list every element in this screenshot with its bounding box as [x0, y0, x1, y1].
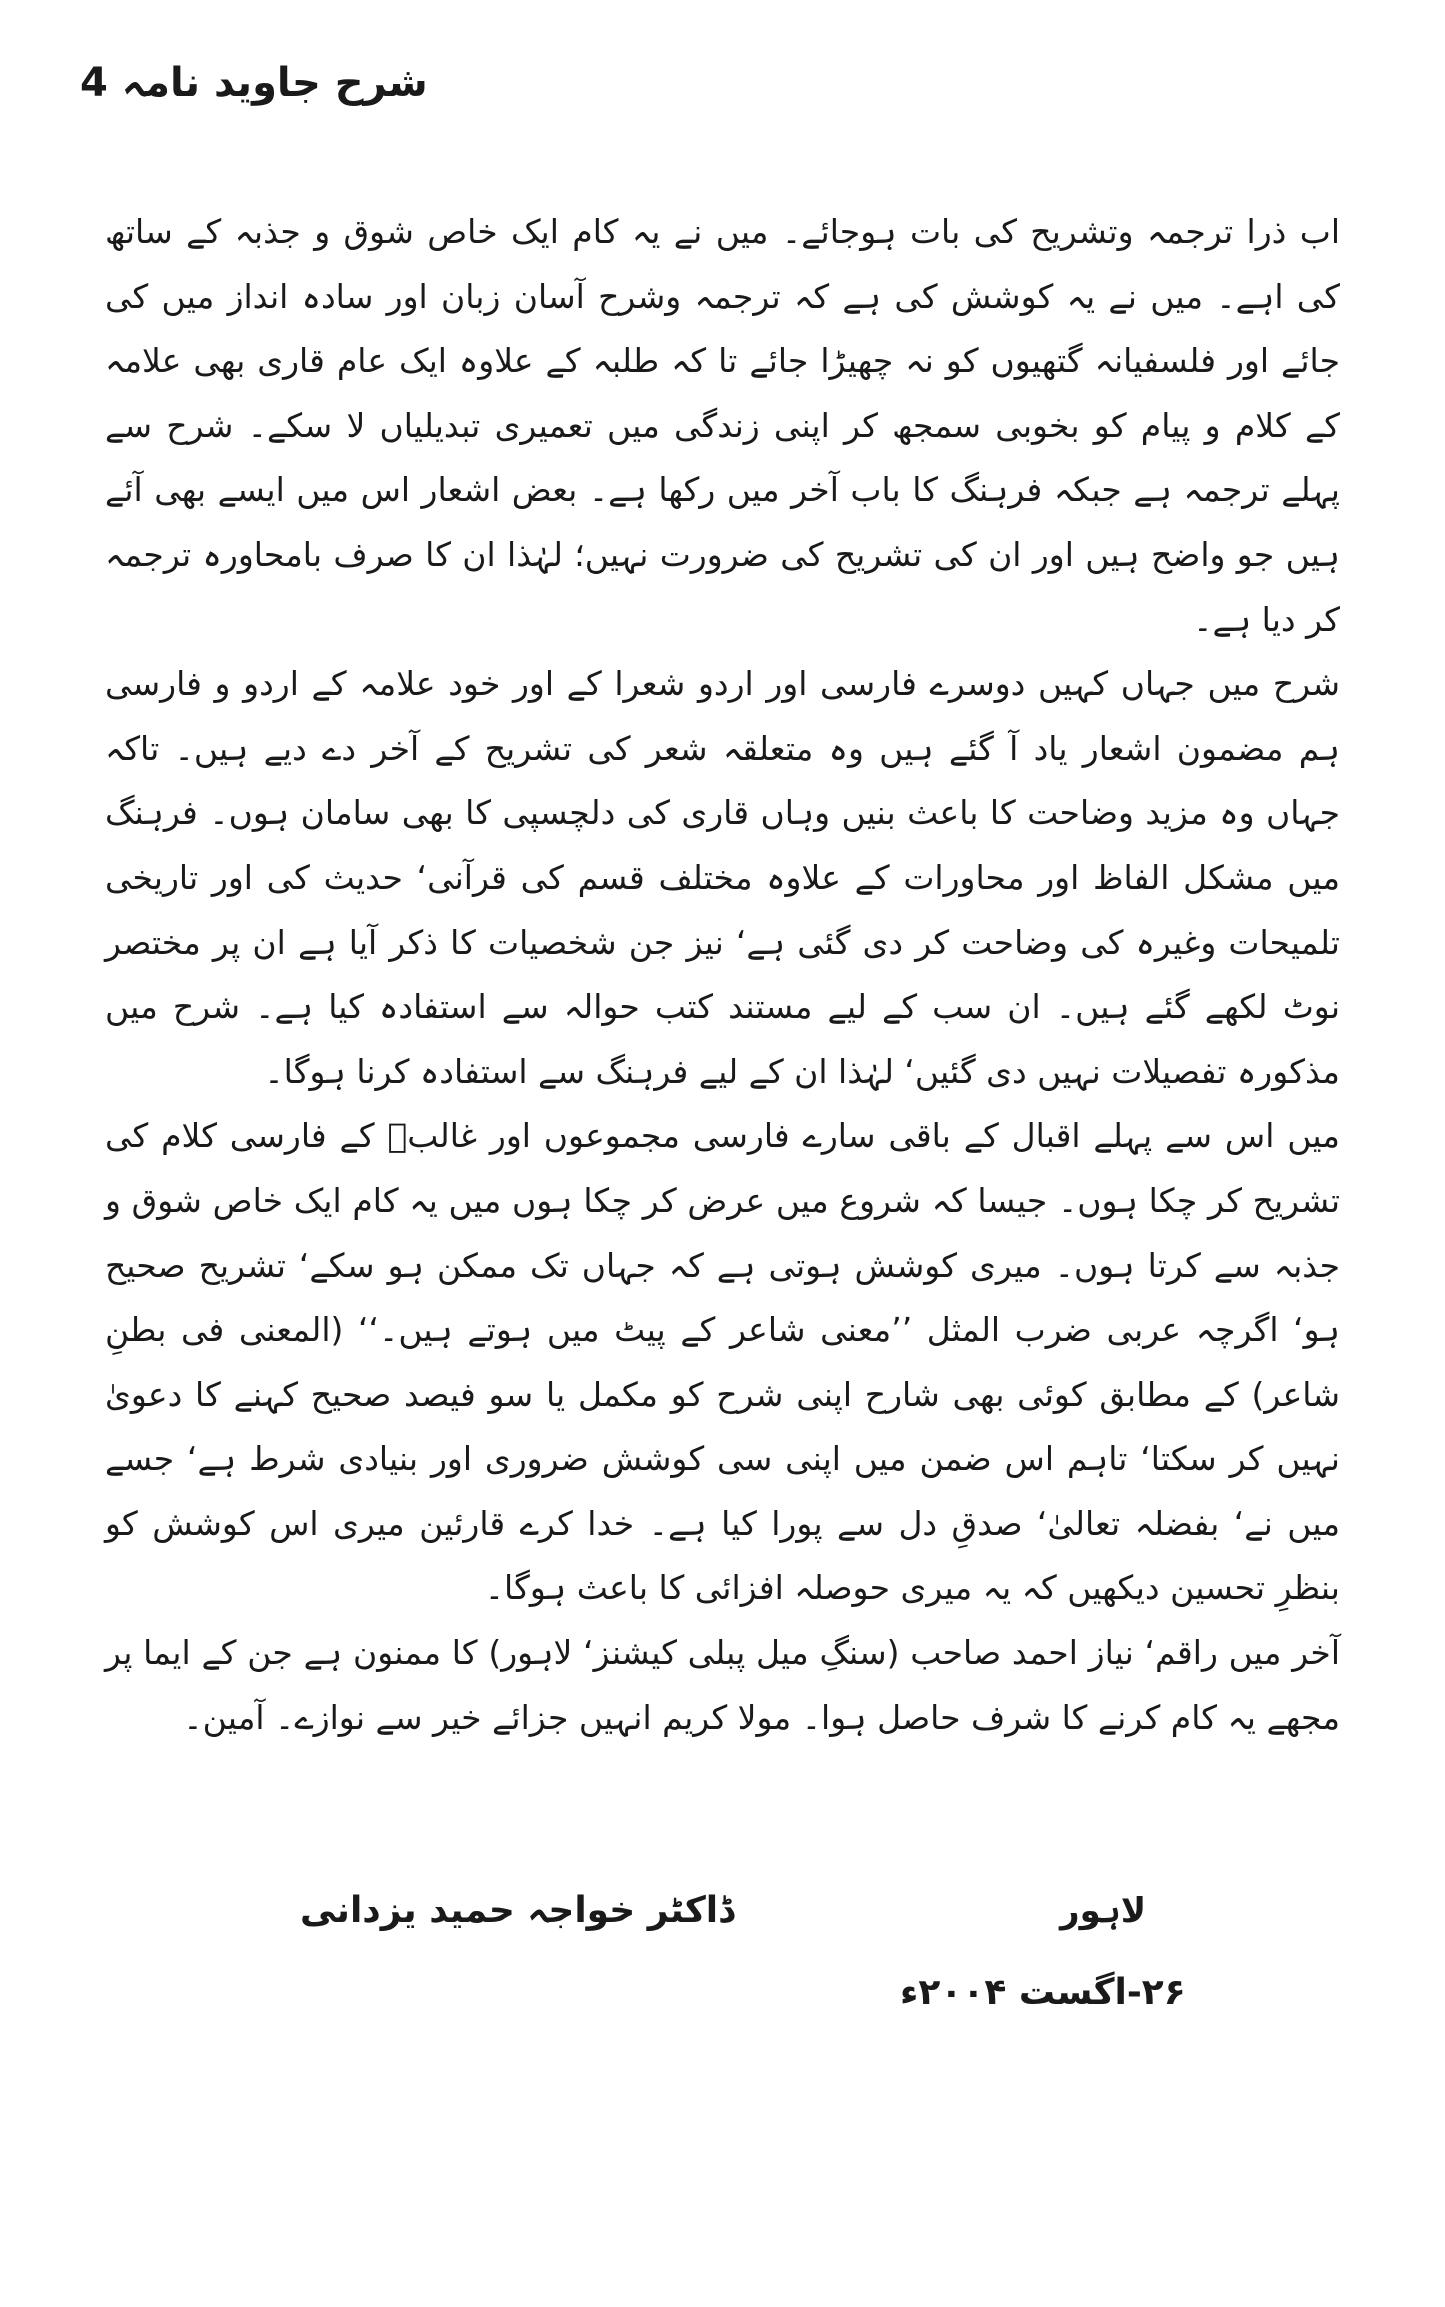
date: ۲۶-اگست ۲۰۰۴ء — [900, 1972, 1186, 2013]
paragraph-previous-works: میں اس سے پہلے اقبال کے باقی سارے فارسی مجموعوں اور غالبؔ کے فارسی کلام کی تشریح کر چکا ہوں۔ جیسا کہ شروع میں عرض کر چکا ہوں میں یہ کام ایک خاص شوق و جذبہ سے کرتا ہوں۔ میری کوشش ہوتی ہے کہ جہاں تک ممکن ہو سکے‘ تشریح صحیح ہو‘ اگرچہ عربی ضرب المثل ’’معنی شاعر کے پیٹ میں ہوتے ہیں۔‘‘ (المعنی فی بطنِ شاعر) کے مطابق کوئی بھی شارح اپنی شرح کو مکمل یا سو فیصد صحیح کہنے کا دعویٰ نہیں کر سکتا‘ تاہم اس ضمن میں اپنی سی کوشش ضروری اور بنیادی شرط ہے‘ جسے میں نے‘ بفضلہ تعالیٰ‘ صدقِ دل سے پورا کیا ہے۔ خدا کرے قارئین میری اس کوشش کو بنظرِ تحسین دیکھیں کہ یہ میری حوصلہ افزائی کا باعث ہوگا۔ — [105, 1116, 1340, 1608]
page-header: شرح جاوید نامہ 4 — [80, 60, 428, 106]
body-text — [105, 200, 1340, 1750]
paragraph-acknowledgement: آخر میں راقم‘ نیاز احمد صاحب (سنگِ میل پبلی کیشنز‘ لاہور) کا ممنون ہے جن کے ایما پر مجھے یہ کام کرنے کا شرف حاصل ہوا۔ مولا کریم انہیں جزائے خیر سے نوازے۔ آمین۔ — [105, 1633, 1340, 1737]
paragraph-commentary-method: شرح میں جہاں کہیں دوسرے فارسی اور اردو شعرا کے اور خود علامہ کے اردو و فارسی ہم مضمون اشعار یاد آ گئے ہیں وہ متعلقہ شعر کی تشریح کے آخر دے دیے ہیں۔ تاکہ جہاں وہ مزید وضاحت کا باعث بنیں وہاں قاری کی دلچسپی کا بھی سامان ہوں۔ فرہنگ میں مشکل الفاظ اور محاورات کے علاوہ مختلف قسم کی قرآنی‘ حدیث کی اور تاریخی تلمیحات وغیرہ کی وضاحت کر دی گئی ہے‘ نیز جن شخصیات کا ذکر آیا ہے ان پر مختصر نوٹ لکھے گئے ہیں۔ ان سب کے لیے مستند کتب حوالہ سے استفادہ کیا ہے۔ شرح میں مذکورہ تفصیلات نہیں دی گئیں‘ لہٰذا ان کے لیے فرہنگ سے استفادہ کرنا ہوگا۔ — [105, 664, 1340, 1091]
paragraph-translation-approach: اب ذرا ترجمہ وتشریح کی بات ہوجائے۔ میں نے یہ کام ایک خاص شوق و جذبہ کے ساتھ کی اہے۔ میں نے یہ کوشش کی ہے کہ ترجمہ وشرح آسان زبان اور سادہ انداز میں کی جائے اور فلسفیانہ گتھیوں کو نہ چھیڑا جائے تا کہ طلبہ کے علاوہ ایک عام قاری بھی علامہ کے کلام و پیام کو بخوبی سمجھ کر اپنی زندگی میں تعمیری تبدیلیاں لا سکے۔ شرح سے پہلے ترجمہ ہے جبکہ فرہنگ کا باب آخر میں رکھا ہے۔ بعض اشعار اس میں ایسے بھی آئے ہیں جو واضح ہیں اور ان کی تشریح کی ضرورت نہیں؛ لہٰذا ان کا صرف بامحاورہ ترجمہ کر دیا ہے۔ — [105, 212, 1340, 639]
place: لاہور — [1060, 1891, 1147, 1931]
signature-block — [0, 1890, 1445, 2090]
author-name: ڈاکٹر خواجہ حمید یزدانی — [300, 1890, 735, 1931]
